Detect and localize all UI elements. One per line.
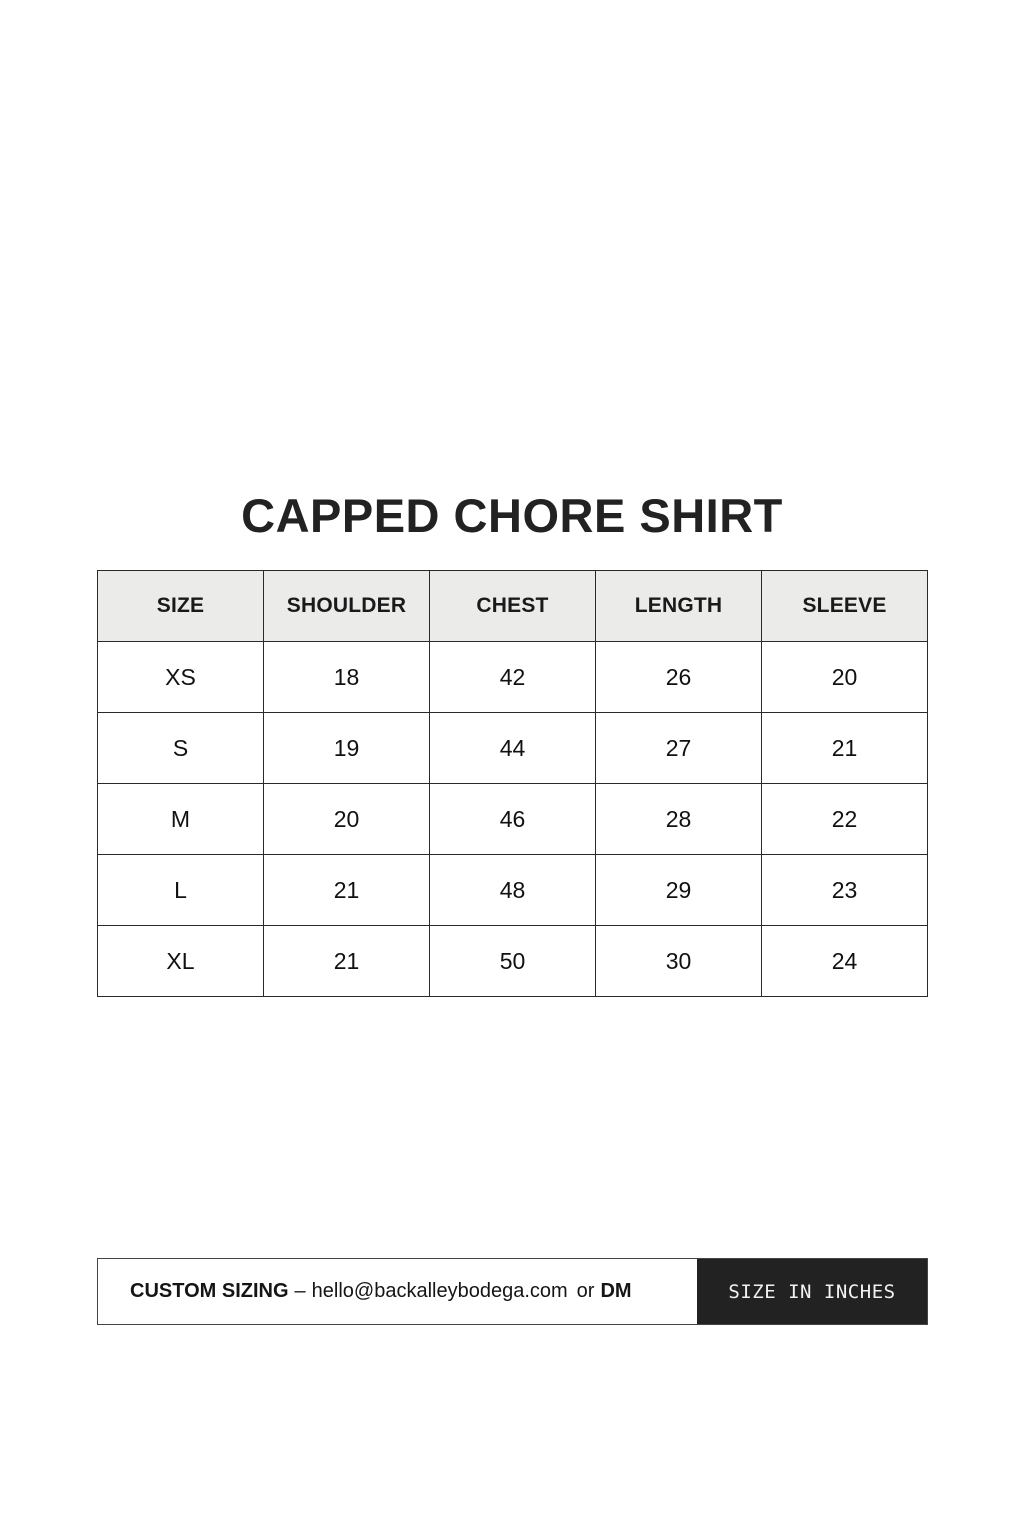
- header-size: SIZE: [98, 571, 264, 642]
- unit-badge: [697, 1259, 927, 1324]
- header-sleeve: SLEEVE: [762, 571, 928, 642]
- table-header-row: [98, 571, 928, 642]
- page-title: CAPPED CHORE SHIRT: [241, 489, 783, 542]
- cell-size: S: [98, 713, 264, 784]
- dm-text: DM: [600, 1280, 632, 1302]
- cell-chest: 50: [430, 926, 596, 997]
- cell-shoulder: 21: [264, 926, 430, 997]
- cell-size: XL: [98, 926, 264, 997]
- header-shoulder: SHOULDER: [264, 571, 430, 642]
- footer-banner: [97, 1258, 928, 1325]
- header-chest: CHEST: [430, 571, 596, 642]
- cell-sleeve: 21: [762, 713, 928, 784]
- cell-size: L: [98, 855, 264, 926]
- cell-size: M: [98, 784, 264, 855]
- cell-length: 29: [596, 855, 762, 926]
- separator: –: [294, 1280, 306, 1302]
- cell-sleeve: 24: [762, 926, 928, 997]
- cell-shoulder: 20: [264, 784, 430, 855]
- cell-chest: 48: [430, 855, 596, 926]
- cell-sleeve: 23: [762, 855, 928, 926]
- cell-shoulder: 21: [264, 855, 430, 926]
- cell-size: XS: [98, 642, 264, 713]
- custom-sizing-label: CUSTOM SIZING: [130, 1280, 289, 1302]
- table-row: [98, 926, 928, 997]
- unit-note: SIZE IN INCHES: [728, 1280, 896, 1303]
- custom-sizing-note: [98, 1259, 697, 1324]
- or-text: or: [576, 1280, 595, 1302]
- cell-length: 30: [596, 926, 762, 997]
- cell-length: 27: [596, 713, 762, 784]
- table-row: [98, 642, 928, 713]
- cell-sleeve: 22: [762, 784, 928, 855]
- cell-chest: 42: [430, 642, 596, 713]
- table-row: [98, 855, 928, 926]
- email-link[interactable]: hello@backalleybodega.com: [311, 1280, 568, 1302]
- table-row: [98, 713, 928, 784]
- table-row: [98, 784, 928, 855]
- cell-length: 28: [596, 784, 762, 855]
- header-length: LENGTH: [596, 571, 762, 642]
- cell-length: 26: [596, 642, 762, 713]
- cell-shoulder: 19: [264, 713, 430, 784]
- cell-chest: 44: [430, 713, 596, 784]
- cell-sleeve: 20: [762, 642, 928, 713]
- cell-shoulder: 18: [264, 642, 430, 713]
- cell-chest: 46: [430, 784, 596, 855]
- size-chart-table: [97, 570, 928, 997]
